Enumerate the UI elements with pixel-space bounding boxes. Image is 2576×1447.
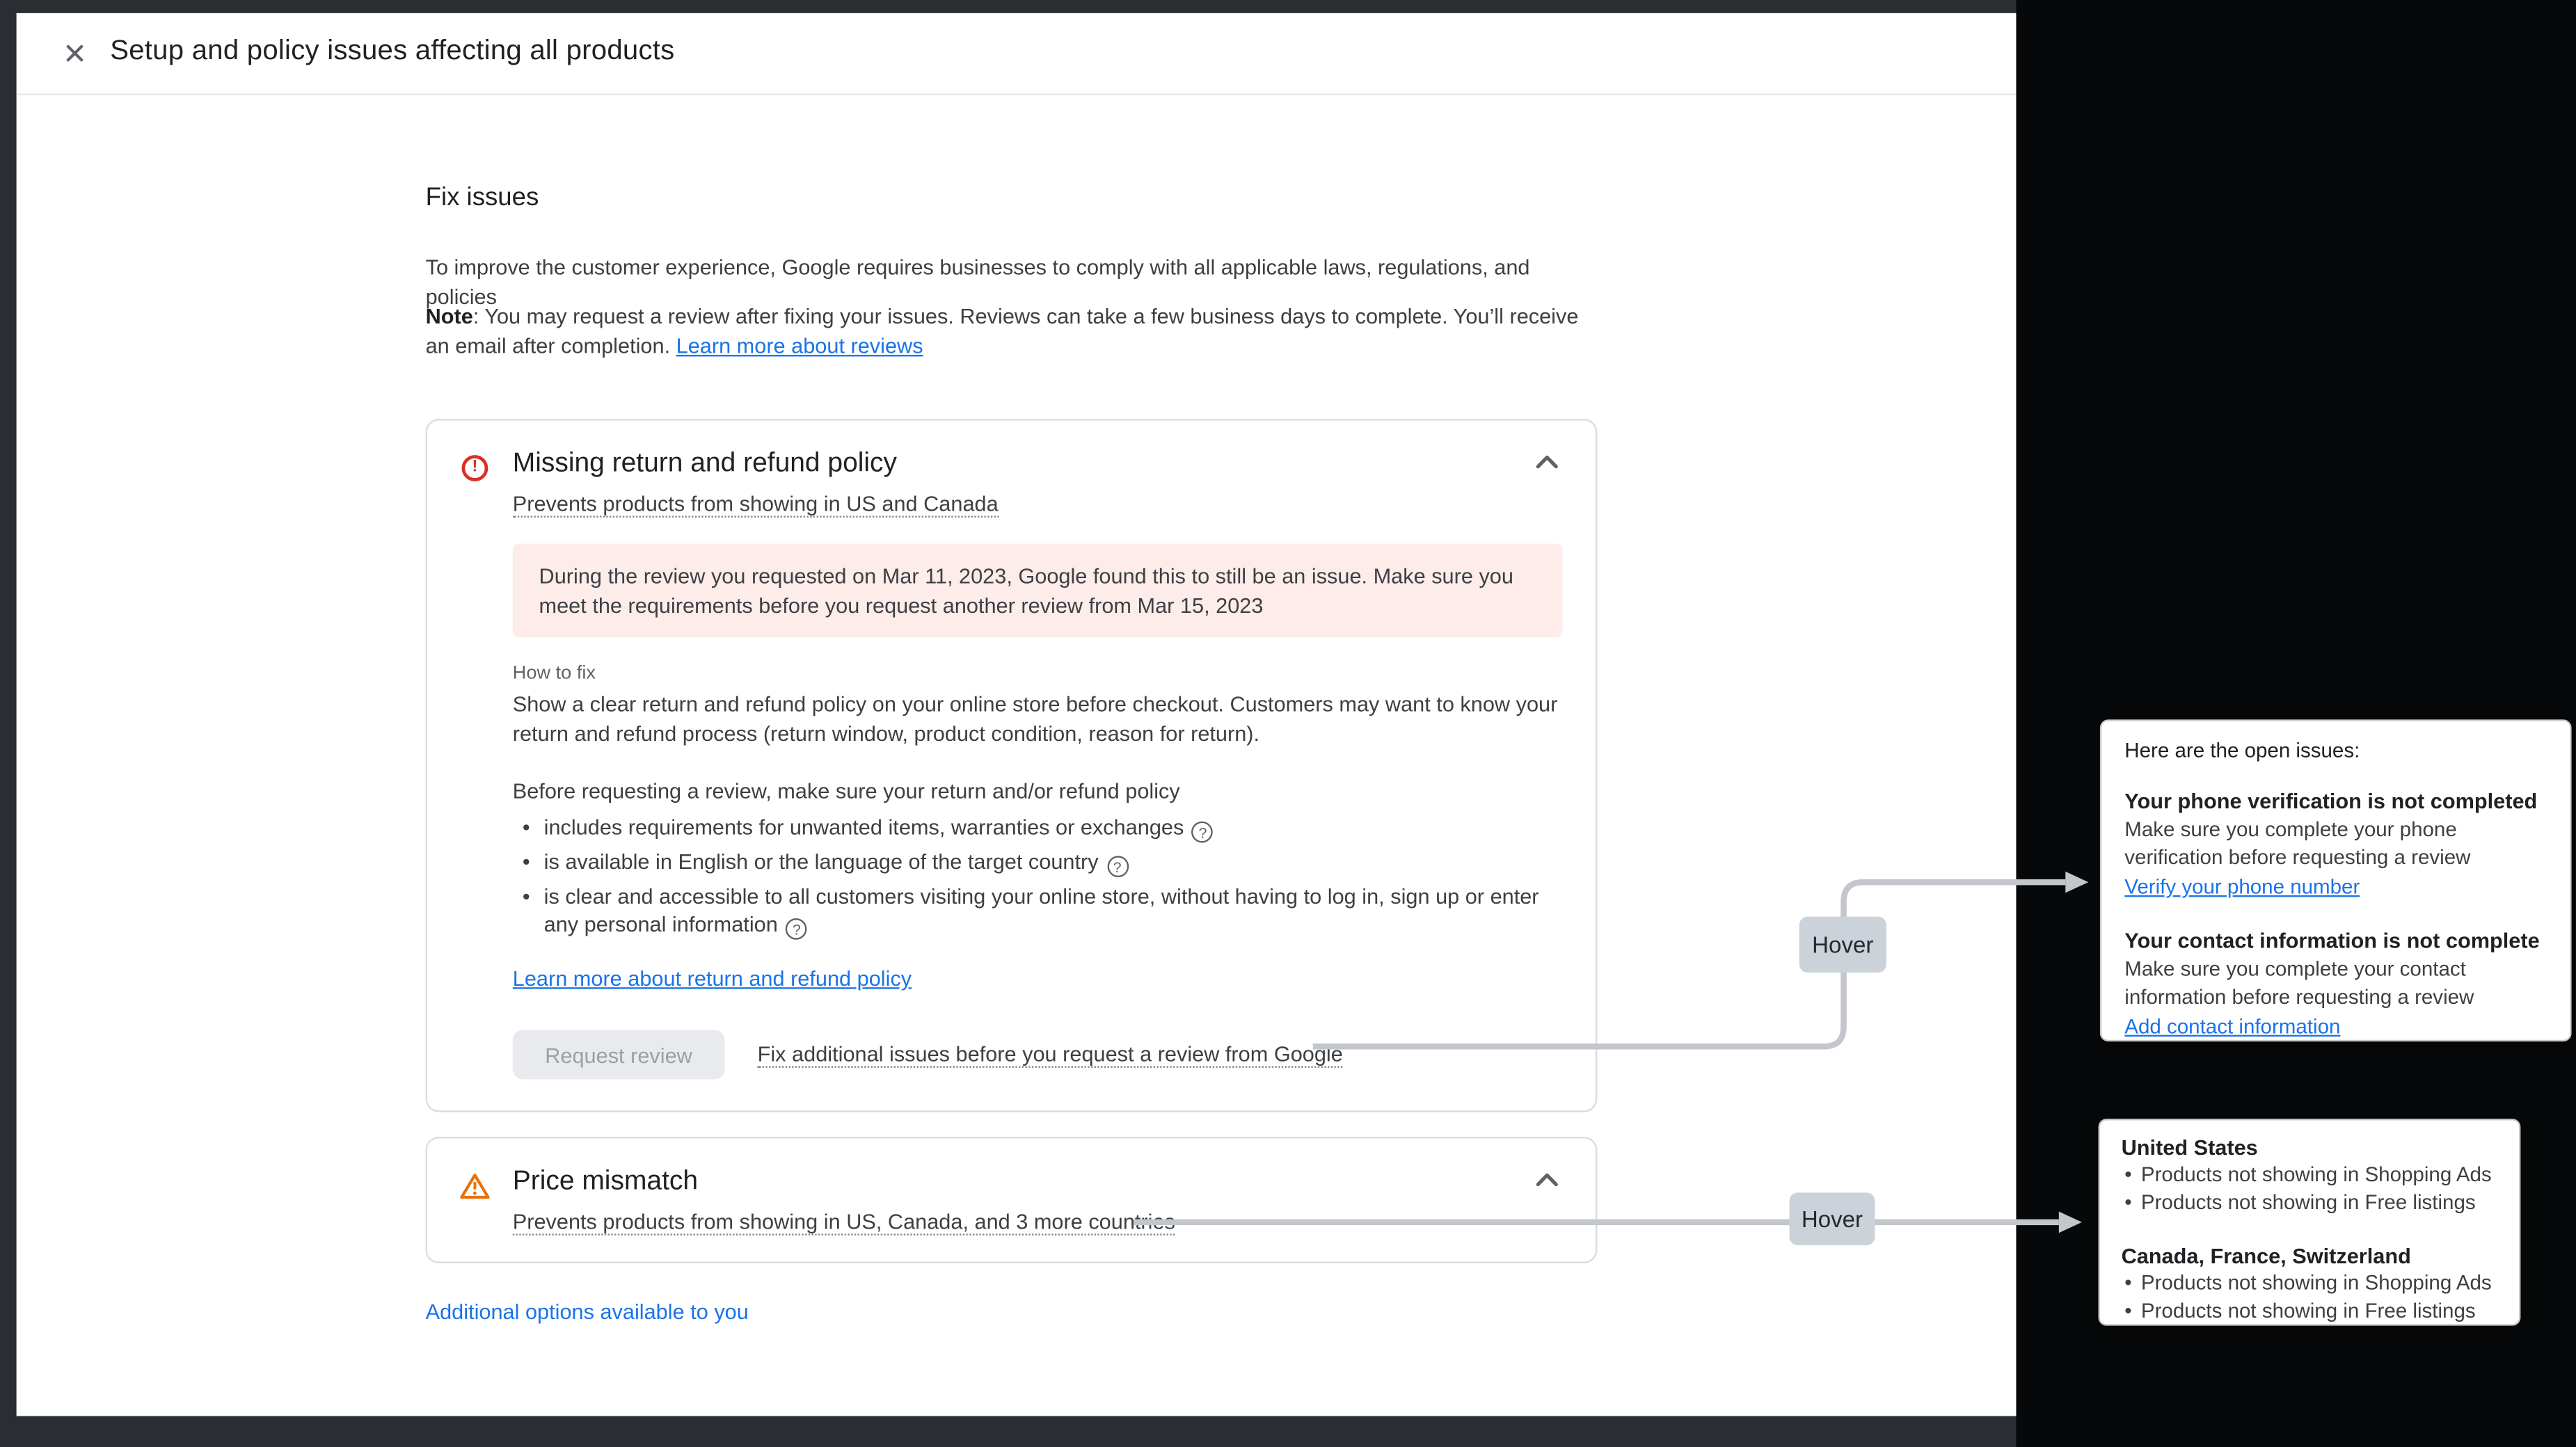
help-icon[interactable]: ? [1106,855,1128,877]
issues-dialog [17,13,2017,1416]
tooltip-country-item: • Products not showing in Free listings [2122,1298,2498,1326]
hover-label: Hover [1799,917,1886,973]
tooltip-country-item: • Products not showing in Free listings [2122,1190,2498,1217]
how-to-fix-label: How to fix [512,664,596,684]
review-notice: During the review you requested on Mar 11, 2023, Google found this to still be an issue. Make sure you meet the requirements before you request another review from Mar 15, 2023 [513,544,1563,638]
tooltip-country-item: • Products not showing in Shopping Ads [2122,1270,2498,1297]
tooltip-intro: Here are the open issues: [2124,739,2360,762]
chevron-up-icon[interactable] [1535,1168,1559,1192]
dialog-header [17,13,2017,95]
countries-tooltip [2099,1119,2521,1326]
checklist-item [523,847,1566,877]
hover-label: Hover [1790,1192,1875,1245]
additional-options-link[interactable]: Additional options available to you [425,1299,749,1325]
request-review-hint[interactable]: Fix additional issues before you request a review from Google [758,1041,1343,1068]
tooltip-issue-heading: Your phone verification is not completed [2124,788,2538,813]
add-contact-link[interactable]: Add contact information [2124,1015,2341,1039]
tooltip-country-item: • Products not showing in Shopping Ads [2122,1162,2498,1190]
tooltip-country-list [2122,1162,2498,1217]
issue-subtitle-row [513,490,1530,520]
issue-title: Price mismatch [512,1166,699,1197]
tooltip-country-heading: Canada, France, Switzerland [2121,1243,2411,1269]
issue-subtitle[interactable]: Prevents products from showing in US and Canada [513,491,999,518]
tooltip-issue-heading: Your contact information is not complete [2124,928,2540,953]
issue-subtitle-row [513,1208,1530,1238]
open-issues-tooltip [2100,719,2572,1041]
review-row [513,1030,1596,1080]
checklist-item-text: is available in English or the language of the target country [543,848,1099,874]
tooltip-issue-body: Make sure you complete your phone verification before requesting a review [2124,817,2471,870]
tooltip-issue-body: Make sure you complete your contact information before requesting a review [2124,957,2474,1009]
tooltip-country-list [2122,1270,2498,1325]
issue-card-price-mismatch [426,1137,1598,1263]
fix-issues-description: To improve the customer experience, Google requires businesses to comply with all applicable laws, regulations, and policies [425,255,1530,308]
issue-card-missing-return-policy [426,419,1598,1112]
checklist-item-text: is clear and accessible to all customers visiting your online store, without having to log in, sign up or enter any personal information [543,883,1539,936]
close-icon[interactable]: ✕ [62,38,88,71]
tooltip-country-heading: United States [2121,1135,2258,1160]
verify-phone-link[interactable]: Verify your phone number [2124,875,2360,899]
checklist-item [523,881,1566,940]
issue-title: Missing return and refund policy [512,448,898,479]
checklist-item [523,813,1566,842]
help-icon[interactable]: ? [786,918,808,940]
learn-more-reviews-link[interactable]: Learn more about reviews [676,333,923,358]
checklist-item-text: includes requirements for unwanted items, warranties or exchanges [543,814,1184,839]
note-text: : You may request a review after fixing your issues. Reviews can take a few business days to complete. You’ll receive an email after completion. [425,303,1579,358]
note-label: Note [425,303,473,329]
dialog-title: Setup and policy issues affecting all products [110,34,675,66]
fix-issues-heading: Fix issues [425,184,539,212]
fix-issues-note [426,302,1598,360]
issue-subtitle[interactable]: Prevents products from showing in US, Canada, and 3 more countries [513,1209,1175,1236]
how-to-fix-body: Show a clear return and refund policy on your online store before checkout. Customers may want to know your return and refund process (return window, product condition, reason for return). [512,691,1558,745]
error-icon: ! [462,455,488,481]
chevron-up-icon[interactable] [1535,450,1559,474]
request-review-button[interactable]: Request review [513,1030,725,1080]
help-icon[interactable]: ? [1192,821,1214,842]
checklist-intro: Before requesting a review, make sure your return and/or refund policy [512,778,1180,804]
learn-more-return-policy-link[interactable]: Learn more about return and refund policy [512,966,912,991]
warning-icon [460,1173,490,1208]
checklist [523,813,1566,940]
